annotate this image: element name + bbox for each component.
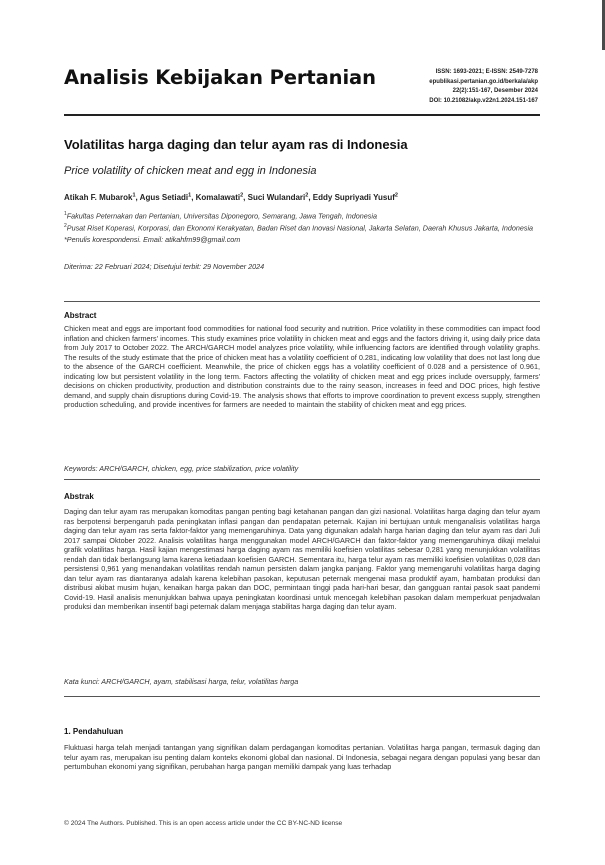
introduction-body: Fluktuasi harga telah menjadi tantangan yang signifikan dalam perdagangan komoditas pertanian. Volatilitas harga pangan, termasuk daging dan telur ayam ras, merupakan isu penting dalam konteks ekonomi global dan nasional. Di Indonesia, sebagai negara dengan populasi yang besar dan pertumbuhan ekonomi yang signifikan, perubahan harga pangan memiliki dampak yang luas terhadap (64, 743, 540, 772)
author-separator: , (308, 192, 313, 202)
article-dates: Diterima: 22 Februari 2024; Disetujui terbit: 29 November 2024 (64, 262, 265, 271)
abstrak-heading: Abstrak (64, 492, 94, 501)
section-heading-introduction: 1. Pendahuluan (64, 727, 124, 736)
author-name (248, 193, 313, 202)
author-name (313, 193, 398, 202)
author-name (64, 193, 140, 202)
author-separator: , (191, 192, 196, 202)
journal-issue: 22(2):151-167, Desember 2024 (452, 88, 538, 94)
author-name-text: Eddy Supriyadi Yusuf (312, 192, 395, 202)
affiliation-1: $^1$Fakultas Peternakan dan Pertanian, Universitas Diponegoro, Semarang, Jawa Tengah, Indonesia (64, 211, 377, 221)
abstract-heading: Abstract (64, 311, 97, 320)
author-affiliation-mark: 1 (132, 192, 136, 198)
divider-bottom (64, 696, 540, 697)
author-separator: , (135, 192, 140, 202)
author-name (140, 193, 196, 202)
header-rule (64, 114, 540, 116)
correspondence: *Penulis korespondensi. Email: atikahfm99@gmail.com (64, 234, 241, 244)
journal-header (64, 62, 540, 107)
divider-top (64, 301, 540, 302)
issn: ISSN: 1693-2021; E-ISSN: 2549-7278 (435, 69, 538, 75)
kata-kunci: Kata kunci: ARCH/GARCH, ayam, stabilisasi harga, telur, volatilitas harga (64, 677, 299, 686)
keywords: Keywords: ARCH/GARCH, chicken, egg, price stabilization, price volatility (64, 464, 299, 473)
journal-title: Analisis Kebijakan Pertanian (64, 66, 376, 89)
author-name-text: Atikah F. Mubarok (64, 192, 133, 202)
license-footer: © 2024 The Authors. Published. This is an open access article under the CC BY-NC-ND license (64, 820, 343, 827)
author-affiliation-mark: 2 (394, 192, 398, 198)
author-affiliation-mark: 2 (240, 192, 244, 198)
article-title: Volatilitas harga daging dan telur ayam ras di Indonesia (64, 137, 408, 152)
author-list (64, 192, 398, 202)
author-separator: , (243, 192, 248, 202)
article-title-en: Price volatility of chicken meat and egg in Indonesia (64, 165, 317, 177)
affiliations (64, 209, 540, 245)
divider-mid (64, 479, 540, 480)
author-affiliation-mark: 2 (305, 192, 309, 198)
author-name-text: Agus Setiadi (139, 192, 189, 202)
doi-link[interactable]: DOI: 10.21082/akp.v22n1.2024.151-167 (429, 97, 538, 104)
abstract-body: Chicken meat and eggs are important food commodities for national food security and nutrition. Price volatility in these commodities can impact food inflation and chicken farmers' incomes. This study examines price volatility in chicken meat and eggs and the factors driving it, using daily price data from July 2017 to October 2022. The ARCH/GARCH model analyzes price volatility, while influencing factors are identified through volatility graphs. The results of the study estimate that the price of chicken meat has a volatility coefficient of 0.281, indicating low volatility that does not last long due to the absence of the GARCH coefficient. Meanwhile, the price of chicken eggs has a volatility coefficient of 0.028 and a persistence of 0.961, indicating low but persistent volatility in the long term. Factors affecting the volatility of chicken meat and egg prices include oversupply, farmers' decisions on chicken productivity, production and distribution constraints due to the rainy season, increases in feed and DOC prices, high festive demand, and supply chain disruptions during Covid-19. The analysis shows that efforts to improve coordination to prevent excess supply, strengthen production scheduling, and provide incentives for farmers are needed to maintain the stability of chicken meat and egg prices. (64, 324, 540, 410)
author-name-text: Komalawati (195, 192, 241, 202)
journal-site-link[interactable]: epublikasi.pertanian.go.id/berkala/akp (429, 78, 538, 85)
journal-meta (429, 68, 538, 106)
author-name (196, 193, 248, 202)
author-name-text: Suci Wulandari (247, 192, 306, 202)
author-affiliation-mark: 1 (188, 192, 192, 198)
affiliation-2: $^2$Pusat Riset Koperasi, Korporasi, dan Ekonomi Kerakyatan, Badan Riset dan Inovasi Nasional, Jakarta Selatan, Daerah Khusus Jakarta, Indonesia (64, 223, 534, 233)
abstrak-body: Daging dan telur ayam ras merupakan komoditas pangan penting bagi ketahanan pangan dan gizi nasional. Volatilitas harga daging dan telur ayam ras berpotensi berpengaruh pada peningkatan inflasi pangan dan pendapatan peternak. Kajian ini bertujuan untuk menganalisis volatilitas harga daging dan telur ayam ras serta faktor-faktor yang memengaruhinya. Data yang digunakan adalah harga harian daging dan telur ayam ras dari Juli 2017 sampai Oktober 2022. Analisis volatilitas harga menggunakan model ARCH/GARCH dan faktor-faktor yang memengaruhinya dikaji melalui grafik volatilitas harga. Hasil kajian mengestimasi harga daging ayam ras memiliki koefisien volatilitas sebesar 0,281 yang menunjukkan volatilitas rendah dan tidak berlangsung lama karena ketiadaan koefisien GARCH. Sementara itu, harga telur ayam ras memiliki koefisien volatilitas 0,028 dan persistensi 0,961 yang menandakan volatilitas rendah namun persisten dalam jangka panjang. Faktor yang memengaruhi volatilitas harga daging dan telur ayam ras diantaranya adalah karena kelebihan pasokan, keputusan peternak mengenai masa produktif ayam, hambatan produksi dan distribusi akibat musim hujan, kenaikan harga pakan dan DOC, permintaan tinggi pada hari-hari besar, dan gangguan rantai pasok saat pandemi Covid-19. Hasil analisis menunjukkan bahwa upaya peningkatan koordinasi untuk mencegah kelebihan pasokan dalam memperkuat penjadwalan produksi dan memberikan insentif bagi peternak dalam menjaga stabilitas harga daging dan telur ayam. (64, 507, 540, 612)
